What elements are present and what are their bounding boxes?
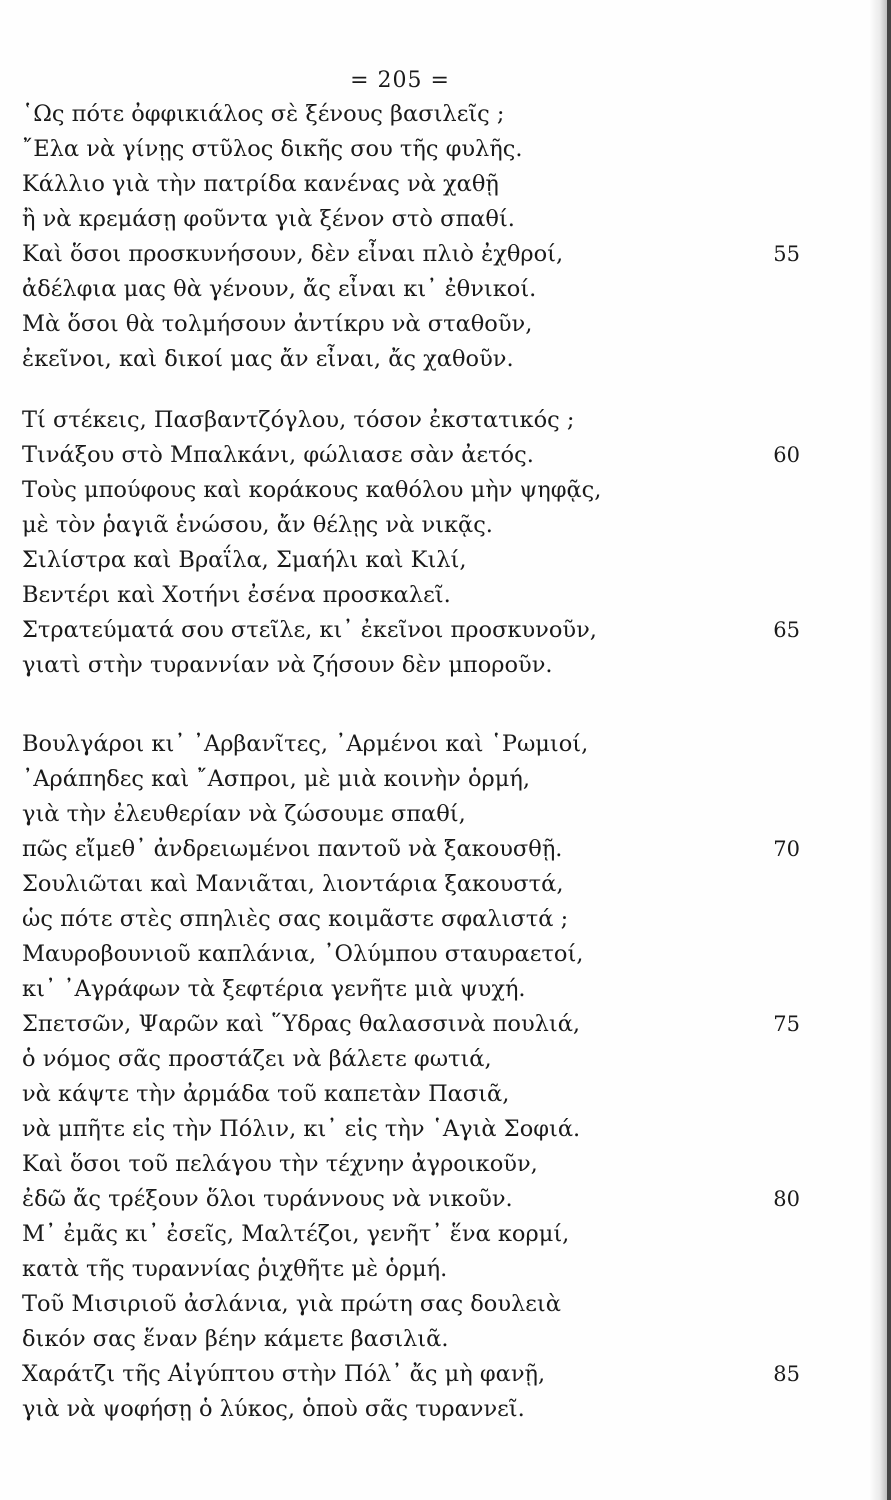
poem-line xyxy=(0,1112,800,1147)
poem-line-text: Κάλλιο γιὰ τὴν πατρίδα κανένας νὰ χαθῇ xyxy=(22,171,499,197)
poem-line-text: Βουλγάροι κι᾽ ᾿Αρβανῖτες, ᾿Αρμένοι καὶ ῾Ρωμιοί, xyxy=(22,731,589,757)
poem-line-text: γιατὶ στὴν τυραννίαν νὰ ζήσουν δὲν μποροῦν. xyxy=(22,652,553,678)
poem-line-text: Τινάξου στὸ Μπαλκάνι, φώλιασε σὰν ἀετός. xyxy=(22,442,534,468)
poem-line xyxy=(0,202,800,237)
poem-line xyxy=(0,508,800,543)
poem-line-text: νὰ κάψτε τὴν ἀρμάδα τοῦ καπετὰν Πασιᾶ, xyxy=(22,1081,510,1107)
poem-line-text: κι᾽ ᾿Αγράφων τὰ ξεφτέρια γενῆτε μιὰ ψυχή. xyxy=(22,976,526,1002)
poem-line-text: γιὰ τὴν ἐλευθερίαν νὰ ζώσουμε σπαθί, xyxy=(22,801,466,827)
poem-line xyxy=(0,613,800,648)
poem-line-text: γιὰ νὰ ψοφήσῃ ὁ λύκος, ὁποὺ σᾶς τυραννεῖ. xyxy=(22,1396,525,1422)
line-number: 70 xyxy=(773,837,800,861)
poem-line-text: Στρατεύματά σου στεῖλε, κι᾽ ἐκεῖνοι προσκυνοῦν, xyxy=(22,617,597,643)
poem-line xyxy=(0,578,800,613)
line-number: 60 xyxy=(773,443,800,467)
poem-line-text: Σιλίστρα καὶ Βραΐλα, Σμαήλι καὶ Κιλί, xyxy=(22,547,467,573)
poem-line xyxy=(0,132,800,167)
poem-line xyxy=(0,1147,800,1182)
poem-line-text: πῶς εἴμεθ᾽ ἀνδρειωμένοι παντοῦ νὰ ξακουσθῇ. xyxy=(22,836,563,862)
poem-line-text: Σουλιῶται καὶ Μανιᾶται, λιοντάρια ξακουστά, xyxy=(22,871,564,897)
poem-line xyxy=(0,473,800,508)
poem-line xyxy=(0,342,800,377)
poem-line-text: ἢ νὰ κρεμάσῃ φοῦντα γιὰ ξένον στὸ σπαθί. xyxy=(22,206,515,232)
poem-line xyxy=(0,1077,800,1112)
poem-line xyxy=(0,237,800,272)
poem-line xyxy=(0,1217,800,1252)
poem-line xyxy=(0,797,800,832)
poem-line-text: δικόν σας ἕναν βέην κάμετε βασιλιᾶ. xyxy=(22,1326,449,1352)
poem-line xyxy=(0,972,800,1007)
poem-line xyxy=(0,167,800,202)
line-number: 75 xyxy=(773,1012,800,1036)
poem-line xyxy=(0,1042,800,1077)
poem-line xyxy=(0,1322,800,1357)
poem-line-text: ἐδῶ ἄς τρέξουν ὅλοι τυράννους νὰ νικοῦν. xyxy=(22,1186,513,1212)
poem-line-text: Μὰ ὅσοι θὰ τολμήσουν ἀντίκρυ νὰ σταθοῦν, xyxy=(22,311,533,337)
poem-line-text: ὡς πότε στὲς σπηλιὲς σας κοιμᾶστε σφαλιστά ; xyxy=(22,906,569,932)
poem-line-text: ῾Ως πότε ὀφφικιάλος σὲ ξένους βασιλεῖς ; xyxy=(22,101,505,127)
line-number: 85 xyxy=(773,1362,800,1386)
stanza xyxy=(0,97,800,377)
poem-line-text: Χαράτζι τῆς Αἰγύπτου στὴν Πόλ᾽ ἄς μὴ φανῇ, xyxy=(22,1361,546,1387)
poem-line-text: Μαυροβουνιοῦ καπλάνια, ᾿Ολύμπου σταυραετοί, xyxy=(22,941,584,967)
poem-line-text: Τί στέκεις, Πασβαντζόγλου, τόσον ἐκστατικός ; xyxy=(22,407,575,433)
poem-line xyxy=(0,1182,800,1217)
poem-line-text: Τοῦ Μισιριοῦ ἀσλάνια, γιὰ πρώτη σας δουλειὰ xyxy=(22,1291,561,1317)
poem-line-text: ῎Ελα νὰ γίνῃς στῦλος δικῆς σου τῆς φυλῆς. xyxy=(22,136,523,162)
poem-line xyxy=(0,307,800,342)
line-number: 65 xyxy=(773,618,800,642)
poem-line xyxy=(0,1392,800,1427)
poem-line xyxy=(0,727,800,762)
poem-line xyxy=(0,648,800,683)
poem-line-text: ἀδέλφια μας θὰ γένουν, ἄς εἶναι κι᾽ ἐθνικοί. xyxy=(22,276,537,302)
poem-line-text: Μ᾽ ἐμᾶς κι᾽ ἐσεῖς, Μαλτέζοι, γενῆτ᾽ ἕνα κορμί, xyxy=(22,1221,570,1247)
poem-line xyxy=(0,1287,800,1322)
poem-line-text: Σπετσῶν, Ψαρῶν καὶ ῞Υδρας θαλασσινὰ πουλιά, xyxy=(22,1011,581,1037)
poem-line-text: ὁ νόμος σᾶς προστάζει νὰ βάλετε φωτιά, xyxy=(22,1046,492,1072)
poem-line-text: κατὰ τῆς τυραννίας ῥιχθῆτε μὲ ὁρμή. xyxy=(22,1256,448,1282)
poem-line xyxy=(0,937,800,972)
poem-line xyxy=(0,403,800,438)
line-number: 80 xyxy=(773,1187,800,1211)
poem-line xyxy=(0,762,800,797)
poem-line xyxy=(0,1357,800,1392)
poem-line-text: Καὶ ὅσοι προσκυνήσουν, δὲν εἶναι πλιὸ ἐχθροί, xyxy=(22,241,564,267)
poem-line xyxy=(0,543,800,578)
page-number: = 205 = xyxy=(350,68,450,93)
poem-line-text: ᾿Αράπηδες καὶ ῎Ασπροι, μὲ μιὰ κοινὴν ὁρμή, xyxy=(22,766,531,792)
poem-line xyxy=(0,97,800,132)
line-number: 55 xyxy=(773,242,800,266)
poem-line xyxy=(0,438,800,473)
poem-line xyxy=(0,272,800,307)
poem-line-text: μὲ τὸν ῥαγιᾶ ἑνώσου, ἄν θέλῃς νὰ νικᾷς. xyxy=(22,512,493,538)
poem-line-text: ἐκεῖνοι, καὶ δικοί μας ἄν εἶναι, ἄς χαθοῦν. xyxy=(22,346,514,372)
poem-line xyxy=(0,867,800,902)
poem-line xyxy=(0,1252,800,1287)
poem-line xyxy=(0,832,800,867)
poem-line-text: Βεντέρι καὶ Χοτήνι ἐσένα προσκαλεῖ. xyxy=(22,582,451,608)
stanza xyxy=(0,403,800,683)
poem-line xyxy=(0,902,800,937)
poem-line-text: νὰ μπῆτε εἰς τὴν Πόλιν, κι᾽ εἰς τὴν ῾Αγιὰ Σοφιά. xyxy=(22,1116,581,1142)
poem-line-text: Καὶ ὅσοι τοῦ πελάγου τὴν τέχνην ἀγροικοῦν, xyxy=(22,1151,538,1177)
poem-line xyxy=(0,1007,800,1042)
page-edge xyxy=(887,0,891,1500)
poem-line-text: Τοὺς μπούφους καὶ κοράκους καθόλου μὴν ψηφᾷς, xyxy=(22,477,602,503)
stanza xyxy=(0,727,800,1427)
